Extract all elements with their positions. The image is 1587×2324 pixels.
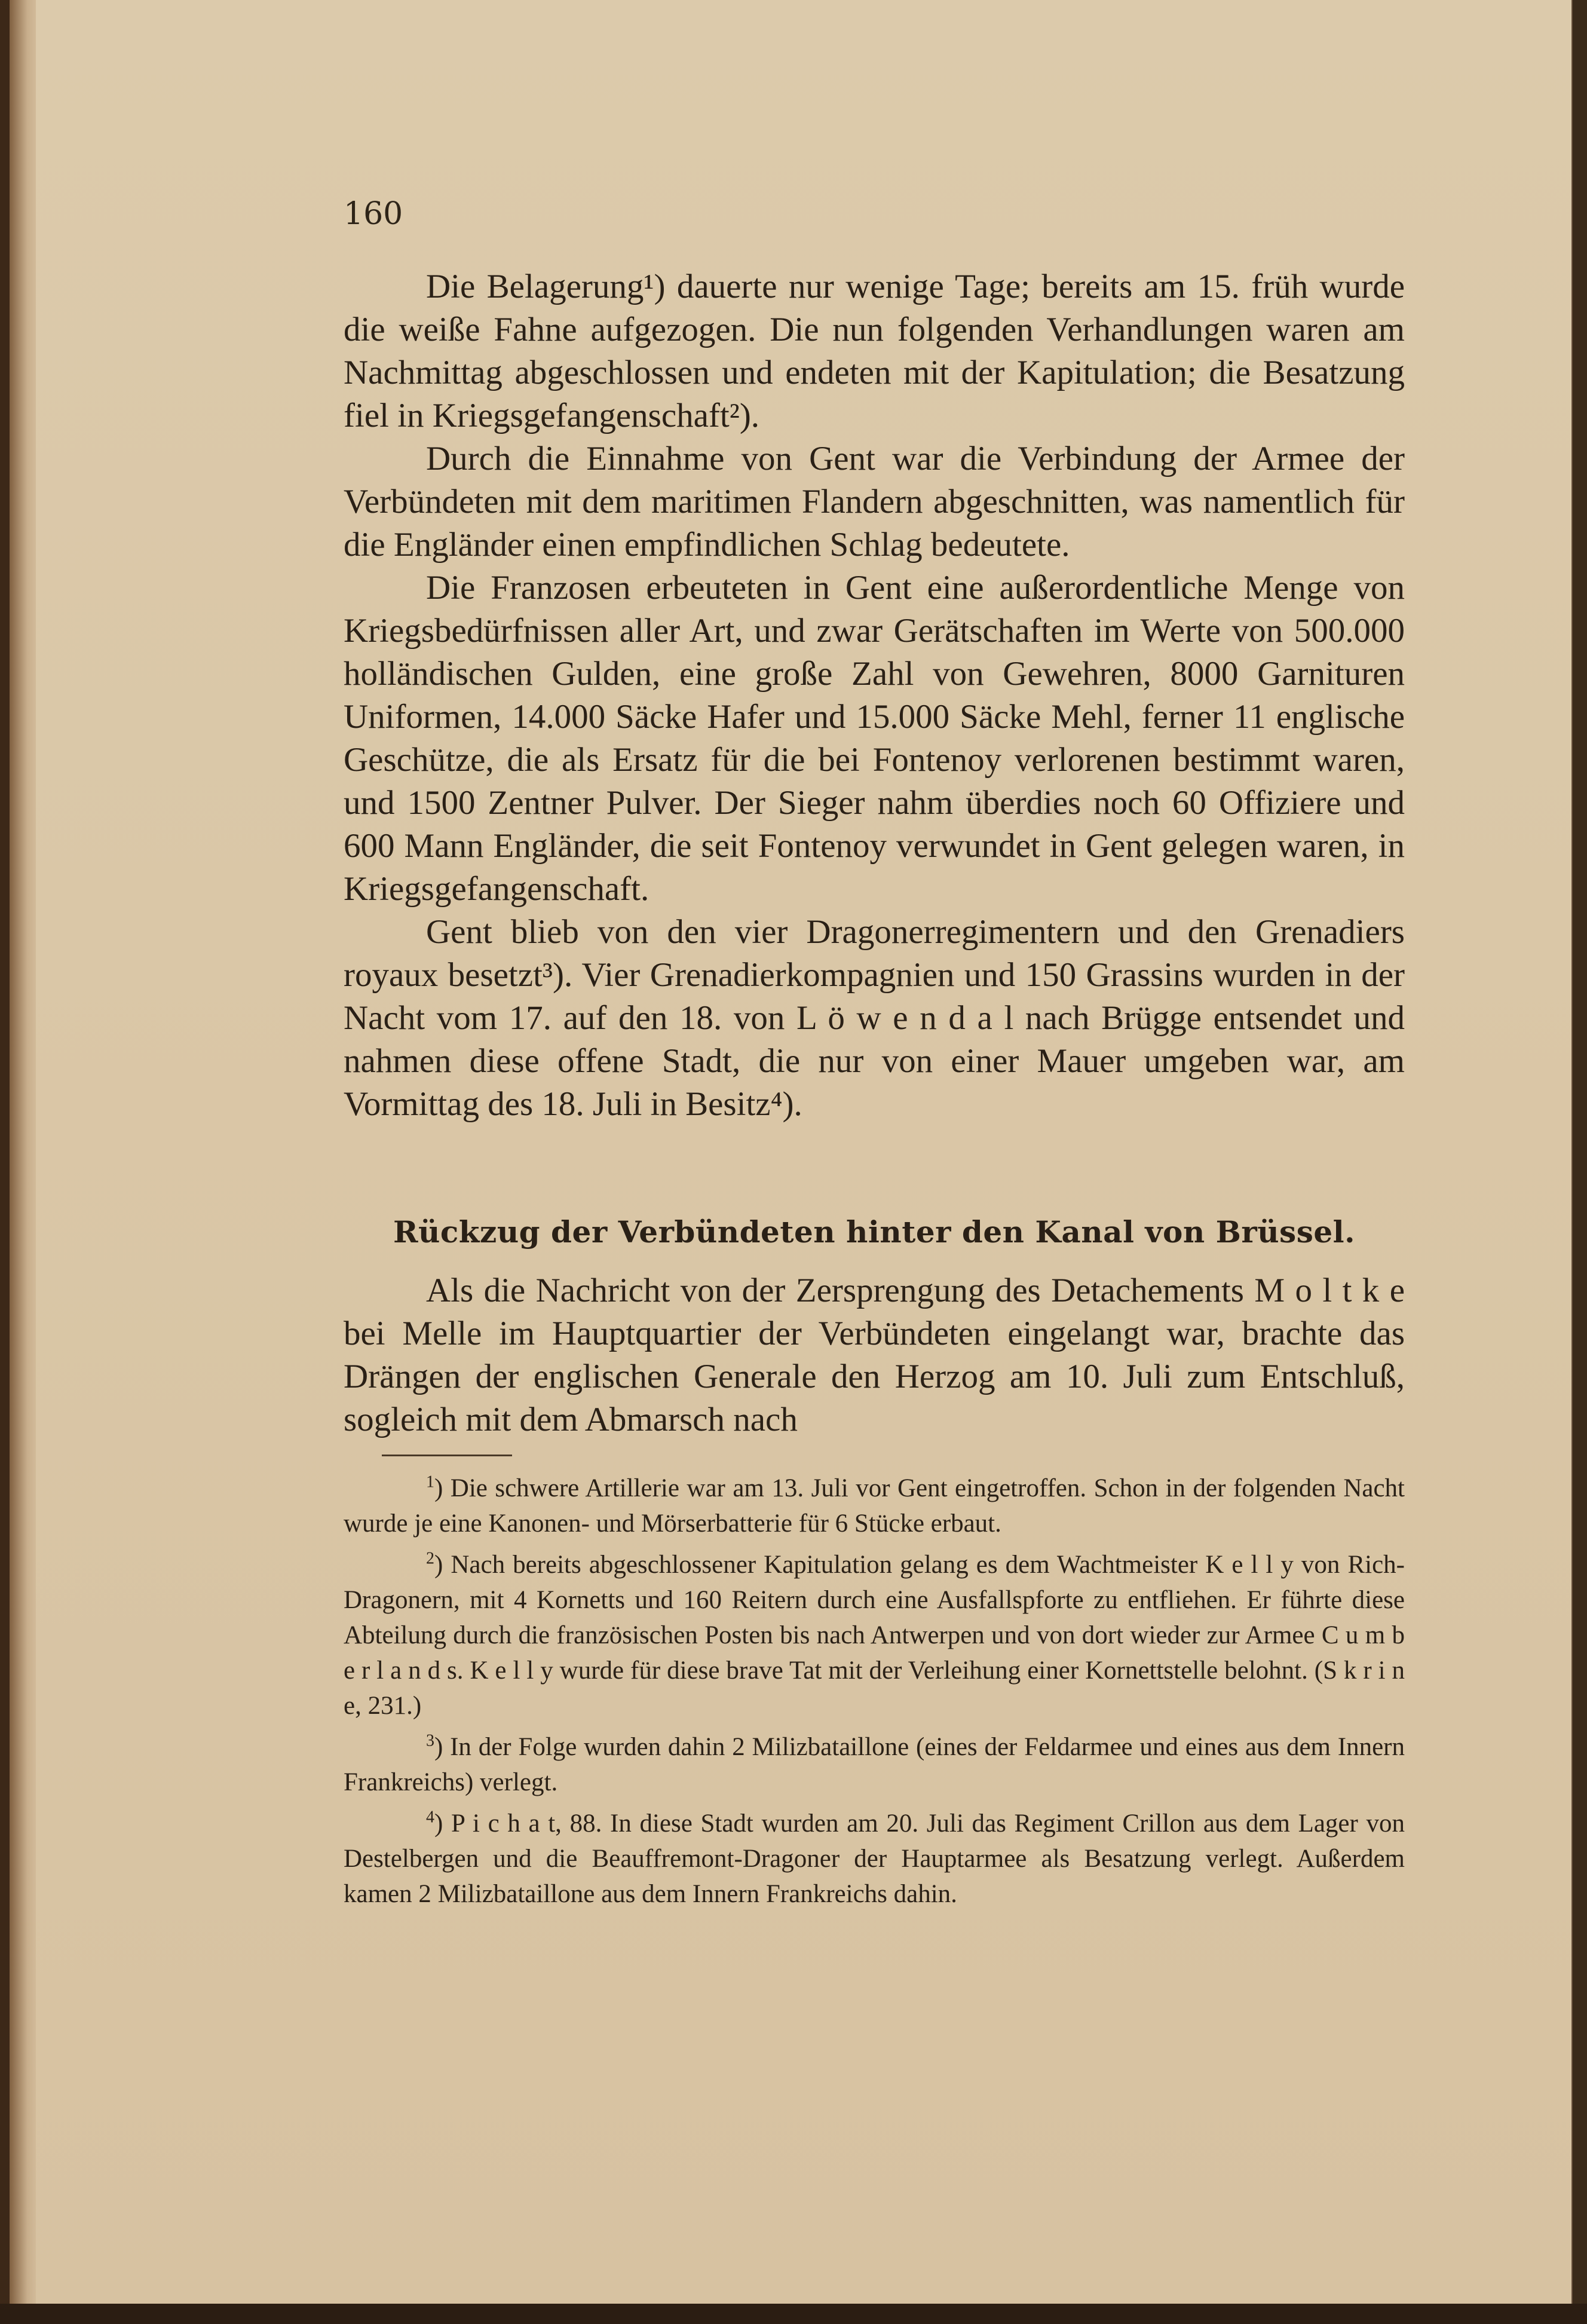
- main-text-block: [344, 265, 1405, 1912]
- footnote-1: [344, 1471, 1405, 1541]
- paragraph-retreat: Als die Nachricht von der Zersprengung des Detachements M o l t k e bei Melle im Hauptquartier der Verbündeten eingelangt war, brachte das Drängen der englischen Generale den Herzog am 10. Juli zum Entschluß, sogleich mit dem Abmarsch nach: [344, 1272, 1405, 1438]
- footnote-text: ) Nach bereits abgeschlossener Kapitulation gelang es dem Wachtmeister K e l l y von Rich-Dragonern, mit 4 Kornetts und 160 Reitern durch eine Ausfallspforte zu entfliehen. Er führte diese Abteilung durch die französischen Posten bis nach Antwerpen und von dort wieder zur Armee C u m b e r l a n d s. K e l l y wurde für diese brave Tat mit der Verleihung einer Kornettstelle belohnt. (S k r i n e, 231.): [344, 1551, 1405, 1720]
- paragraph-garrison: Gent blieb von den vier Dragonerregimentern und den Grenadiers royaux besetzt³). Vier Grenadierkompagnien und 150 Grassins wurden in der Nacht vom 17. auf den 18. von L ö w e n d a l nach Brügge entsendet und nahmen diese offene Stadt, die nur von einer Mauer umgeben war, am Vormittag des 18. Juli in Besitz⁴).: [344, 913, 1405, 1123]
- footnote-text: ) P i c h a t, 88. In diese Stadt wurden am 20. Juli das Regiment Crillon aus dem Lager von Destelbergen und die Beauffremont-Dragoner der Hauptarmee als Besatzung verlegt. Außerdem kamen 2 Milizbataillone aus dem Innern Frankreichs dahin.: [344, 1809, 1405, 1908]
- scan-bottom-strip: [0, 2304, 1587, 2324]
- page-number: 160: [344, 196, 403, 232]
- footnote-mark: 3: [426, 1731, 434, 1750]
- book-spine-edge: [0, 0, 10, 2324]
- footnote-text: ) In der Folge wurden dahin 2 Milizbataillone (eines der Feldarmee und eines aus dem Innern Frankreichs) verlegt.: [344, 1733, 1405, 1796]
- footnote-mark: 2: [426, 1549, 434, 1568]
- footnote-text: ) Die schwere Artillerie war am 13. Juli vor Gent eingetroffen. Schon in der folgenden Nacht wurde je eine Kanonen- und Mörserbatterie für 6 Stücke erbaut.: [344, 1474, 1405, 1538]
- footnote-separator: [382, 1455, 512, 1456]
- page-right-edge: [1573, 0, 1587, 2324]
- footnote-mark: 4: [426, 1808, 434, 1827]
- paragraph-capture-gent: Durch die Einnahme von Gent war die Verbindung der Armee der Verbündeten mit dem maritimen Flandern abgeschnitten, was namentlich für die Engländer einen empfindlichen Schlag bedeutete.: [344, 440, 1405, 564]
- footnote-mark: 1: [426, 1472, 434, 1492]
- footnote-4: [344, 1806, 1405, 1912]
- paragraph-booty: Die Franzosen erbeuteten in Gent eine außerordentliche Menge von Kriegsbedürfnissen aller Art, und zwar Gerätschaften im Werte von 500.000 holländischen Gulden, eine große Zahl von Gewehren, 8000 Garnituren Uniformen, 14.000 Säcke Hafer und 15.000 Säcke Mehl, ferner 11 englische Geschütze, die als Ersatz für die bei Fontenoy verlorenen bestimmt waren, und 1500 Zentner Pulver. Der Sieger nahm überdies noch 60 Offiziere und 600 Mann Engländer, die seit Fontenoy verwundet in Gent gelegen waren, in Kriegsgefangenschaft.: [344, 569, 1405, 908]
- footnote-2: [344, 1547, 1405, 1723]
- section-heading: Rückzug der Verbündeten hinter den Kanal von Brüssel.: [393, 1214, 1356, 1250]
- paragraph-siege: Die Belagerung¹) dauerte nur wenige Tage; bereits am 15. früh wurde die weiße Fahne aufgezogen. Die nun folgenden Verhandlungen waren am Nachmittag abgeschlossen und endeten mit der Kapitulation; die Besatzung fiel in Kriegsgefangenschaft²).: [344, 268, 1405, 434]
- footnote-3: [344, 1729, 1405, 1800]
